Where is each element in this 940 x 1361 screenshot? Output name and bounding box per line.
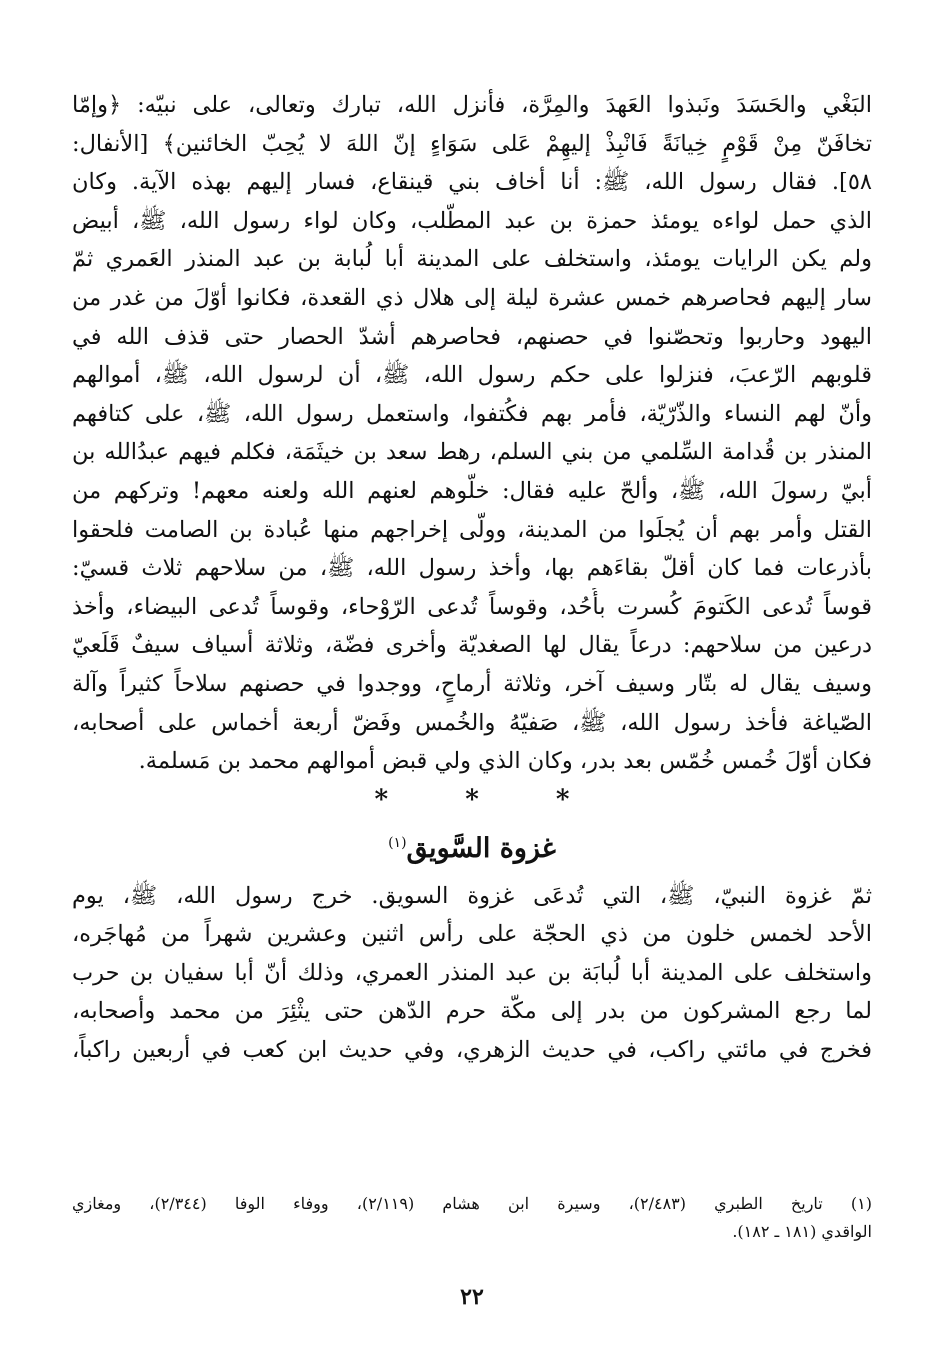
text-line: البَغْي والحَسَدَ ونَبذوا العَهدَ والمِرَّة، فأنزل الله، تبارك وتعالى، على نبيّه: ﴿وإمّا <box>72 92 872 118</box>
text-line: بأذرعات فما كان أقلّ بقاءَهم بها، وأخذ رسول الله، ﷺ، من سلاحهم ثلاث قسيّ: <box>72 555 872 582</box>
footnote <box>72 1190 872 1246</box>
text-line: قوساً تُدعى الكَتومَ كُسرت بأُحُد، وقوساً تُدعى الرّوْحاء، وقوساً تُدعى البيضاء، وأخذ <box>72 593 872 620</box>
text-line: فخرج في مائتي راكب، في حديث الزهري، وفي حديث ابن كعب في أربعين راكباً، <box>72 1037 872 1064</box>
section-paragraph <box>72 877 872 1070</box>
text-line: واستخلف على المدينة أبا لُبابَة بن عبد المنذر العمري، وذلك أنّ أبا سفيان بن حرب <box>72 959 872 986</box>
text-line: ثمّ غزوة النبيّ، ﷺ، التي تُدعَى غزوة السويق. خرج رسول الله، ﷺ، يوم <box>72 882 872 909</box>
section-separator <box>72 785 872 819</box>
section-title <box>72 819 872 867</box>
text-line: الأحد لخمس خلون من ذي الحجّة على رأس اثنين وعشرين شهراً من مُهاجَره، <box>72 921 872 948</box>
text-line: اليهود وحاربوا وتحصّنوا في حصنهم، فحاصرهم أشدّ الحصار حتى قذف الله في <box>72 323 872 350</box>
text-line: الذي حمل لواءه يومئذ حمزة بن عبد المطّلب، وكان لواء رسول الله، ﷺ، أبيض <box>72 207 872 234</box>
section-title-text: غزوة السَّويق <box>406 832 556 864</box>
text-line: تخافَنّ مِنْ قَوْمٍ خِيانَةً فَانْبِذْ إليهِمْ عَلى سَوَاءٍ إنّ اللهَ لا يُحِبّ الخائنين﴾ [الأنفال: <box>72 130 872 157</box>
separator-star: * <box>465 784 479 815</box>
text-line: أبيّ رسولَ الله، ﷺ، وألحّ عليه فقال: خلّوهم لعنهم الله ولعنه معهم! وتركهم من <box>72 477 872 504</box>
text-line: سار إليهم فحاصرهم خمس عشرة ليلة إلى هلال ذي القعدة، فكانوا أوّلَ من غدر من <box>72 284 872 311</box>
text-line: وسيف يقال له بتّار وسيف آخر، وثلاثة أرماحٍ، ووجدوا في حصنهم سلاحاً كثيراً وآلة <box>72 670 872 697</box>
text-line: ٥٨]. فقال رسول الله، ﷺ: أنا أخاف بني قينقاع، فسار إليهم بهذه الآية. وكان <box>72 169 872 196</box>
main-paragraph <box>72 86 872 781</box>
separator-star: * <box>555 784 570 815</box>
text-line: ولم يكن الرايات يومئذ، واستخلف على المدينة أبا لُبابة بن عبد المنذر العَمري ثمّ <box>72 246 872 273</box>
page-body <box>72 86 872 1326</box>
text-line: درعين من سلاحهم: درعاً يقال لها الصغديّة وأخرى فضّة، وثلاثة أسياف سيفٌ قَلَعيّ <box>72 632 872 659</box>
footnote-marker: (١) <box>388 834 407 851</box>
text-line: لما رجع المشركون من بدر إلى مكّة حرم الدّهن حتى يثْئِرَ من محمد وأصحابه، <box>72 998 872 1025</box>
footnote-line: (١) تاريخ الطبري (٢/٤٨٣)، وسيرة ابن هشام (٢/١١٩)، ووفاء الوفا (٢/٣٤٤)، ومغازي <box>72 1194 873 1213</box>
text-line: القتل وأمر بهم أن يُجلَوا من المدينة، وولّى إخراجهم منها عُبادة بن الصامت فلحقوا <box>72 516 872 543</box>
separator-star: * <box>374 784 389 815</box>
footnote-line: الواقدي (١٨١ ـ ١٨٢). <box>732 1222 872 1241</box>
text-line: وأنّ لهم النساء والذّرّيّة، فأمر بهم فكُتفوا، واستعمل رسول الله، ﷺ، على كتافهم <box>72 400 872 427</box>
text-line: المنذر بن قُدامة السِّلمي من بني السلم، رهط سعد بن خيثَمَة، فكلم فيهم عبدُالله بن <box>72 439 872 466</box>
page-number: ٢٢ <box>460 1284 484 1310</box>
text-line: الصّياغة فأخذ رسول الله، ﷺ، صَفيّهُ والخُمس وفَضّ أربعة أخماس على أصحابه، <box>72 709 872 736</box>
text-line: فكان أوّلَ خُمس خُمّس بعد بدر، وكان الذي ولي قبض أموالهم محمد بن مَسلمة. <box>138 748 872 775</box>
text-line: قلوبهم الرّعبَ، فنزلوا على حكم رسول الله، ﷺ، أن لرسول الله، ﷺ، أموالهم <box>72 362 872 389</box>
